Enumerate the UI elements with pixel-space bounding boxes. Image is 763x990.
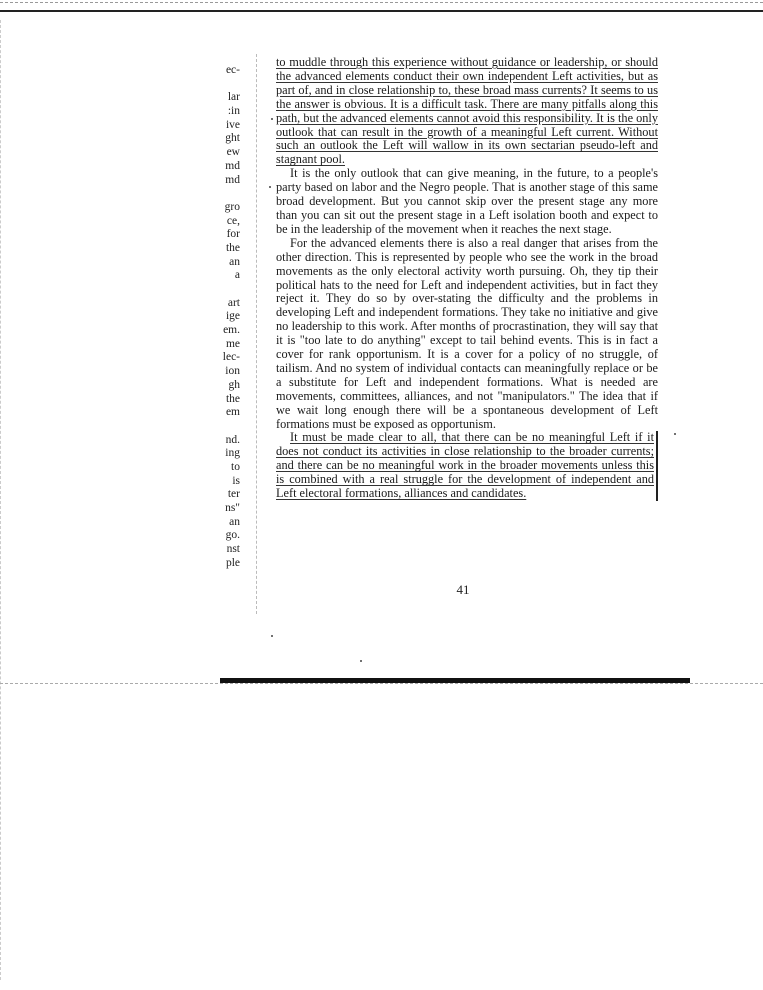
fragment-line: ec- (225, 64, 240, 76)
fragment-line: nd. (225, 433, 240, 446)
gutter-dotted-line (256, 54, 257, 614)
fragment-line: ing (225, 447, 240, 460)
fragment-line (200, 283, 240, 297)
fragment-line: the (225, 392, 240, 405)
facing-page-text-fragments (200, 64, 240, 570)
fragment-line: an (229, 515, 240, 528)
fragment-line: ige (225, 310, 240, 323)
fragment-line (200, 187, 240, 201)
fragment-line (200, 78, 240, 92)
fragment-line: ght (225, 132, 240, 145)
ink-speck (271, 118, 273, 120)
fragment-line: me (225, 337, 240, 350)
fragment-line: ion (225, 365, 240, 378)
fragment-line: ce, (226, 214, 240, 227)
fragment-line: lar (227, 91, 240, 104)
page-body-text (276, 56, 658, 501)
top-dotted-rule (0, 2, 763, 3)
fragment-line: nst (226, 543, 240, 556)
bottom-dotted-rule (0, 683, 763, 684)
fragment-line: em (225, 406, 240, 419)
fragment-line: em. (223, 324, 240, 337)
ink-speck (271, 635, 273, 637)
fragment-line: gro (224, 200, 240, 213)
fragment-line: md (225, 173, 240, 186)
fragment-line: ns" (225, 502, 240, 514)
fragment-line: ew (226, 146, 240, 159)
fragment-line (200, 420, 240, 434)
ink-speck (269, 186, 271, 188)
paragraph-4-underlined: It must be made clear to all, that there can be no meaningful Left if it does not conduct its activities in close relationship to the broader currents; and there can be no meaningful work in the broader movements unless this is combined with a real struggle for the development of independent and Left electoral formations, alliances and candidates. (276, 431, 658, 501)
paragraph-1: to muddle through this experience without guidance or leadership, or should the advanced elements conduct their own independent Left activities, but as part of, and in close relationship to, these broad mass currents? It seems to us the answer is obvious. It is a difficult task. There are many pitfalls along this path, but the advanced elements cannot avoid this responsibility. It is the only outlook that can result in the growth of a meaningful Left current. Without such an outlook the Left will wallow in its own sectarian pseudo-left and stagnant pool. (276, 55, 658, 167)
fragment-line: an (229, 255, 240, 268)
fragment-line: to (231, 460, 240, 473)
page-number: 41 (456, 582, 470, 597)
left-edge-dotted-line (0, 20, 1, 980)
fragment-line: the (225, 241, 240, 254)
fragment-line: art (227, 296, 240, 309)
paragraph-2: It is the only outlook that can give meaning, in the future, to a people's party based on labor and the Negro people. That is another stage of this same broad development. But you cannot skip over the present stage any more than you can sit out the present stage in a Left isolation booth and expect to be in the leadership of the movement when it reaches the next stage. (276, 166, 658, 236)
fragment-line: ive (225, 118, 240, 131)
fragment-line: is (232, 474, 240, 487)
fragment-line: go. (225, 529, 240, 542)
ink-speck (674, 433, 676, 435)
fragment-line: :in (227, 105, 240, 118)
fragment-line: md (225, 159, 240, 172)
fragment-line: for (226, 228, 240, 241)
fragment-line: ter (227, 488, 240, 501)
fragment-line: ple (225, 556, 240, 569)
fragment-line: gh (228, 378, 240, 391)
ink-speck (360, 660, 362, 662)
fragment-line: a (234, 269, 240, 282)
fragment-line: lec- (222, 351, 240, 364)
paragraph-3: For the advanced elements there is also a real danger that arises from the other direction. This is represented by people who see the work in the broad movements as the only electoral activity worth pursuing. Oh, they tip their political hats to the need for Left and independent activities, but in fact they reject it. They do so by over-stating the difficulty and the problems in developing Left and independent formations. They take no initiative and give no leadership to this work. After months of procrastination, they will say that it is "too late to do anything" except to tail behind events. This is in fact a cover for rank opportunism. It is a cover for a policy of no struggle, of tailism. And no system of individual contacts can meaningfully replace or be a substitute for Left and independent formations. What is needed are movements, committees, alliances, and not "manipulators." The idea that if we wait long enough there will be a spontaneous development of Left formations must be exposed as opportunism. (276, 235, 658, 431)
